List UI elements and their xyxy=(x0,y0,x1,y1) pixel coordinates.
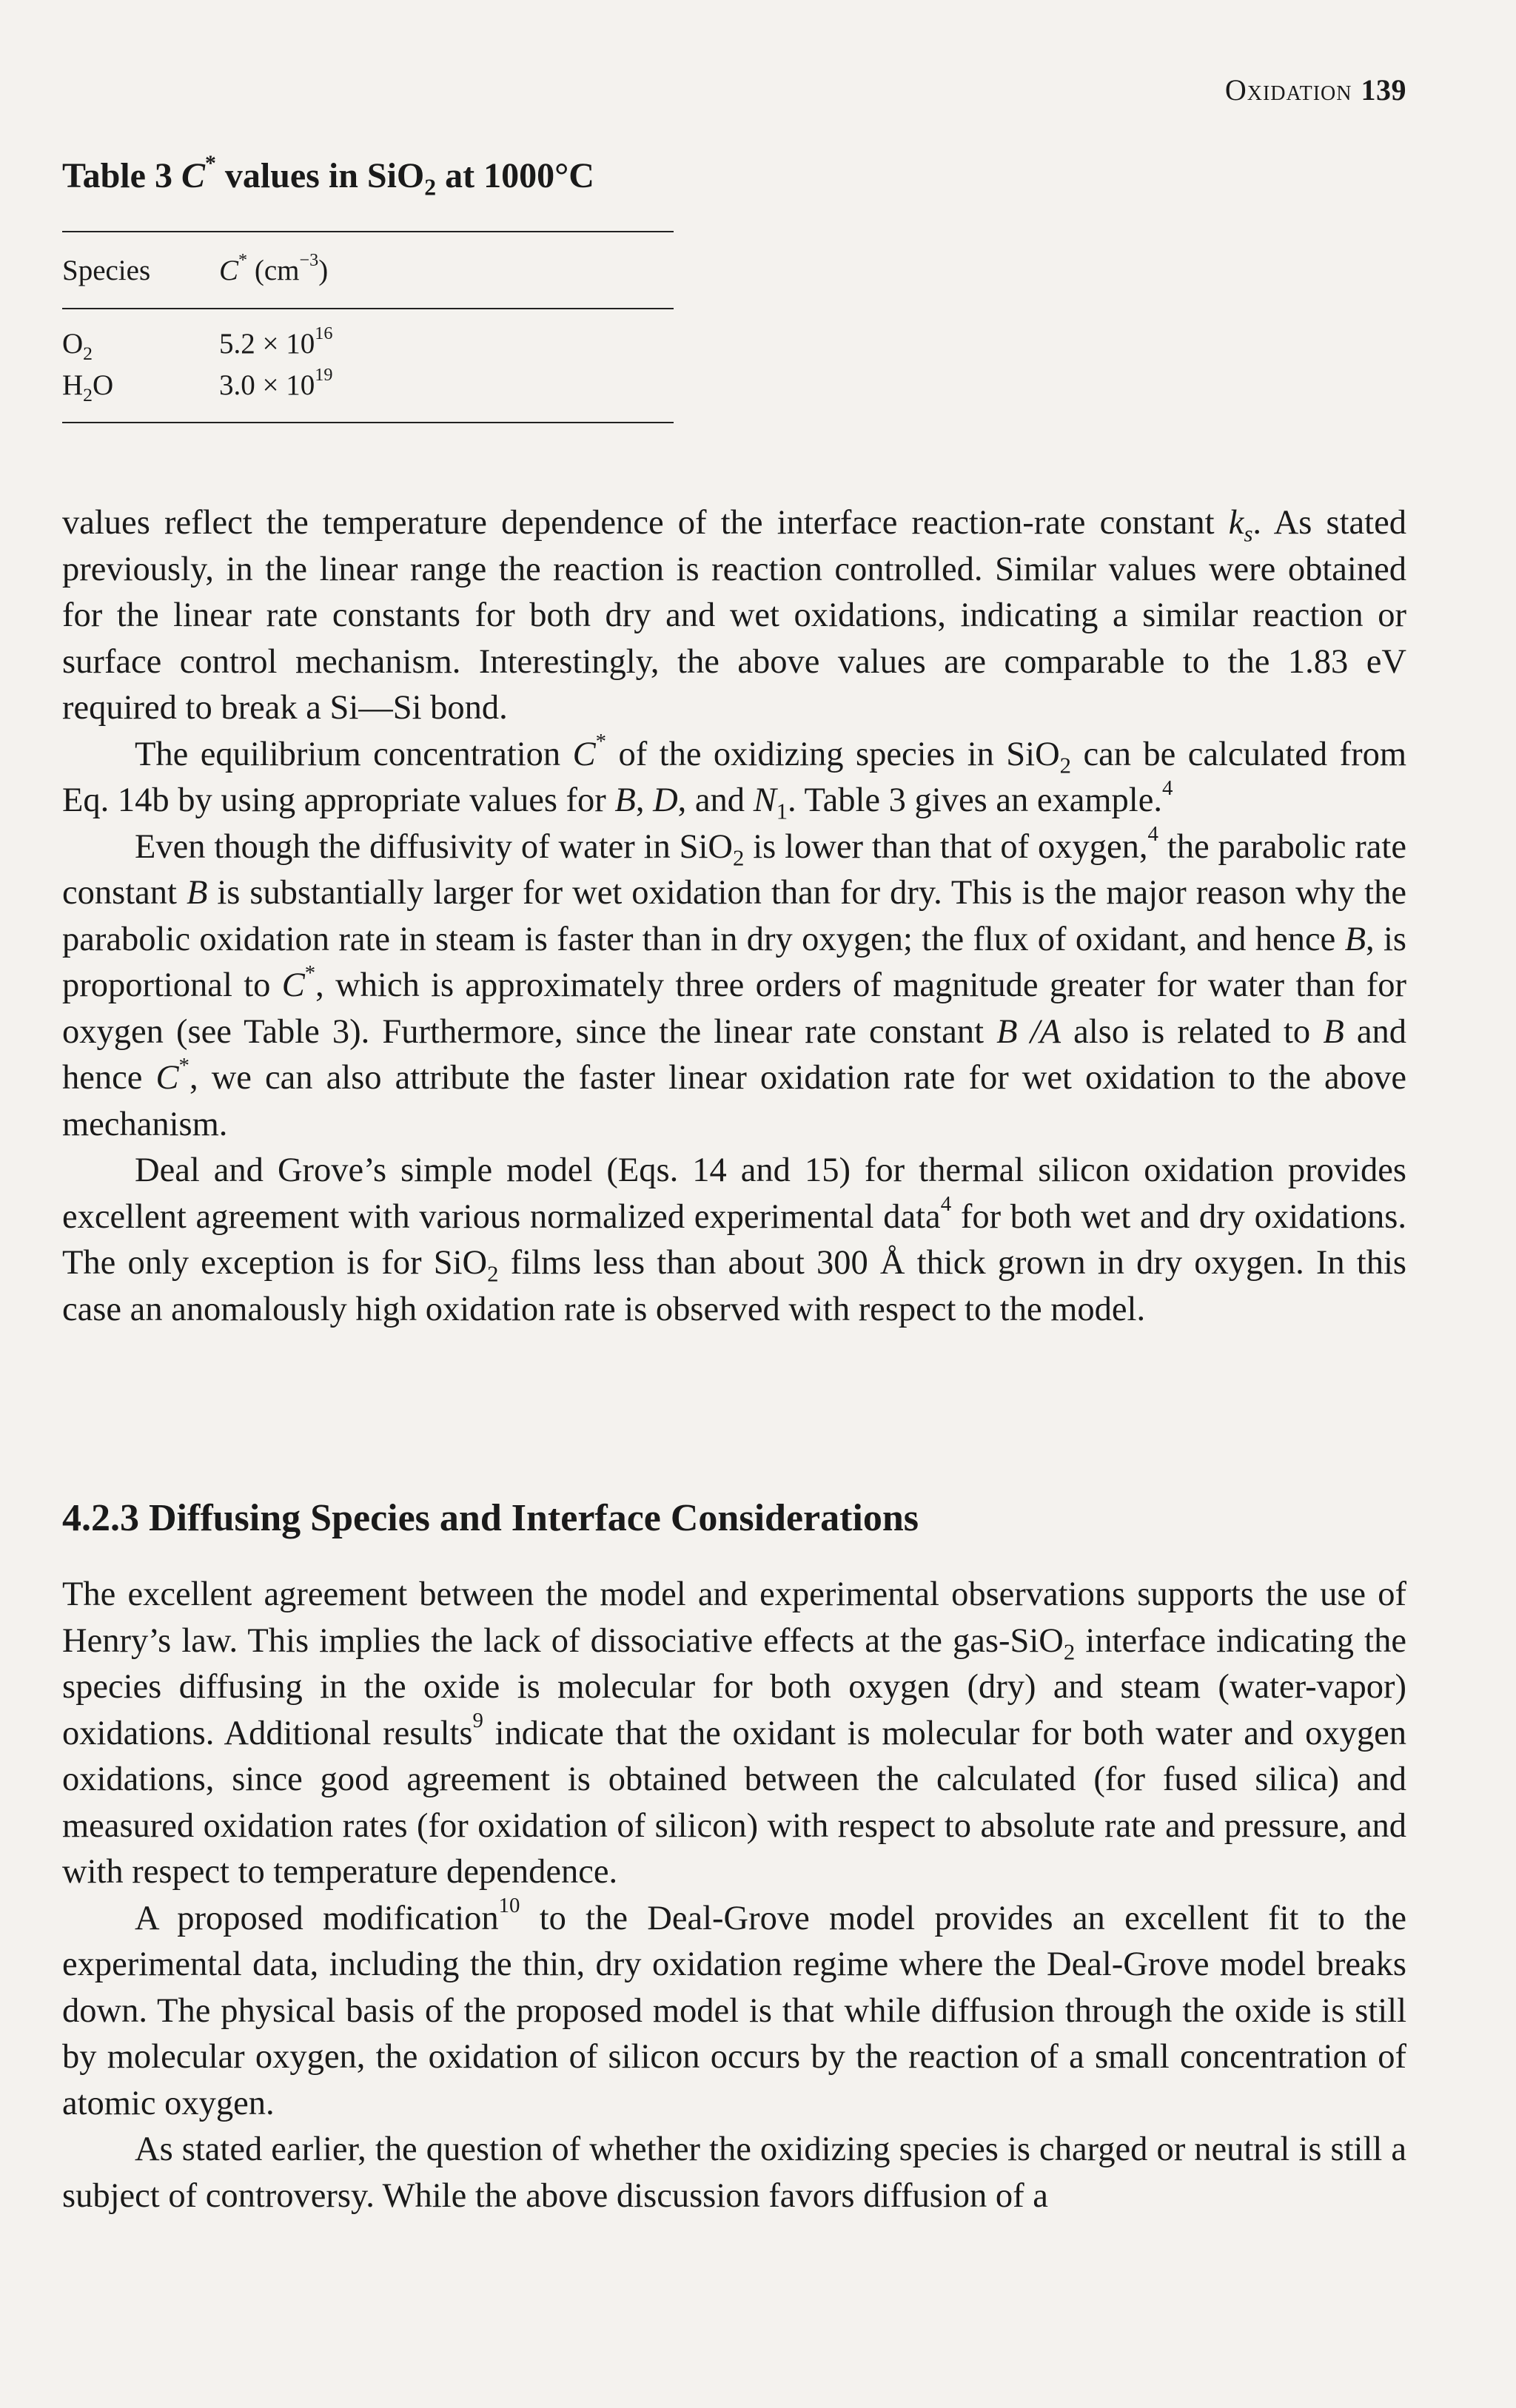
text-run: As stated earlier, the question of whether the oxidizing species is charged or neutral is still a subject of controversy. While the above discussion favors diffusion of a xyxy=(62,2130,1406,2215)
text-run: to the Deal-Grove model provides an excellent fit to the experimental data, including the thin, dry oxidation regime where the Deal-Grove model breaks down. The physical basis of the proposed model is that while diffusion through the oxide is still by molecular oxygen, the oxidation of silicon occurs by the reaction of a small concentration of atomic oxygen. xyxy=(62,1899,1406,2122)
table-caption xyxy=(62,151,594,201)
table-header-row xyxy=(62,232,674,308)
species-base: O xyxy=(62,327,84,360)
section-title: Diffusing Species and Interface Considerations xyxy=(149,1497,919,1539)
table-caption-star: * xyxy=(204,151,216,176)
symbol-n: N xyxy=(753,781,777,819)
species-tail: O xyxy=(93,369,114,401)
text-run: also is related to xyxy=(1061,1012,1324,1051)
table-row xyxy=(62,364,674,406)
value-mantissa: 3.0 × 10 xyxy=(219,369,315,401)
paragraph xyxy=(62,1572,1406,1896)
subscript: 2 xyxy=(1059,752,1072,778)
symbol-b: B xyxy=(186,874,208,912)
text-run: A proposed modification xyxy=(135,1899,499,1937)
text-run: films less than about 300 Å thick grown in dry oxygen. In this case an anomalously high oxidation rate is observed with respect to the model. xyxy=(62,1244,1406,1328)
row-species xyxy=(62,369,219,406)
symbol-b: B xyxy=(614,781,636,819)
symbol-b: B xyxy=(1323,1012,1344,1051)
table-caption-text-1: values in SiO xyxy=(215,156,425,195)
text-run: is substantially larger for wet oxidation than for dry. This is the major reason why the parabolic oxidation rate in steam is faster than in dry oxygen; the flux of oxidant, and hence xyxy=(62,874,1406,958)
body-text-upper xyxy=(62,500,1406,1333)
text-run: The equilibrium concentration xyxy=(135,735,573,773)
reference-mark: 4 xyxy=(1147,822,1158,847)
text-run: for both wet and dry oxidations. The only exception is for SiO xyxy=(62,1197,1406,1282)
table-body xyxy=(62,309,674,422)
table-caption-symbol: C xyxy=(181,156,205,195)
paragraph xyxy=(62,732,1406,824)
text-run: can be calculated from Eq. 14b by using appropriate values for xyxy=(62,735,1407,819)
text-run: interface indicating the species diffusing in the oxide is molecular for both oxygen (dry) and steam (water-vapor) oxidations. Additional results xyxy=(62,1621,1406,1752)
row-value xyxy=(219,323,674,360)
subscript: 2 xyxy=(733,844,745,870)
text-run: , we can also attribute the faster linear oxidation rate for wet oxidation to the above mechanism. xyxy=(62,1059,1406,1143)
header-value xyxy=(219,249,674,287)
text-run: Deal and Grove’s simple model (Eqs. 14 and 15) for thermal silicon oxidation provides excellent agreement with various normalized experimental data xyxy=(62,1151,1406,1236)
table-row xyxy=(62,323,674,364)
text-run: Even though the diffusivity of water in SiO xyxy=(135,827,734,866)
paragraph xyxy=(62,1896,1406,2128)
paragraph xyxy=(62,1148,1406,1333)
symbol-k: k xyxy=(1228,504,1244,542)
data-table xyxy=(62,231,674,423)
header-value-star: * xyxy=(238,249,248,270)
subscript: 2 xyxy=(1063,1638,1076,1664)
text-run: , is proportional to xyxy=(62,920,1407,1004)
paragraph xyxy=(62,824,1406,1148)
header-unit-close: ) xyxy=(318,254,329,286)
row-value xyxy=(219,364,674,402)
reference-mark: 4 xyxy=(1161,776,1173,800)
reference-mark: 9 xyxy=(472,1709,483,1733)
value-exponent: 16 xyxy=(315,323,333,343)
page-number: 139 xyxy=(1361,73,1406,107)
table-caption-sub: 2 xyxy=(424,174,437,201)
text-run: the parabolic rate constant xyxy=(62,827,1406,912)
text-run: , and xyxy=(677,781,754,819)
text-run: , xyxy=(635,781,654,819)
header-value-symbol: C xyxy=(219,254,239,286)
symbol-d: D xyxy=(653,781,678,819)
symbol-b: B xyxy=(1344,920,1366,958)
subscript: 2 xyxy=(487,1261,499,1287)
table-caption-text-2: at 1000°C xyxy=(436,156,594,195)
species-sub: 2 xyxy=(83,383,93,406)
text-run: values reflect the temperature dependence of the interface reaction-rate constant xyxy=(62,504,1229,542)
reference-mark: 4 xyxy=(940,1192,952,1217)
symbol-c: C xyxy=(572,735,596,773)
text-run: and hence xyxy=(62,1012,1406,1097)
section-heading xyxy=(62,1496,919,1540)
superscript-star: * xyxy=(595,730,607,754)
paragraph xyxy=(62,2127,1406,2219)
species-sub: 2 xyxy=(83,342,93,364)
text-run: . Table 3 gives an example. xyxy=(788,781,1162,819)
body-text-lower xyxy=(62,1572,1406,2219)
row-species xyxy=(62,327,219,364)
text-run: indicate that the oxidant is molecular for both water and oxygen oxidations, since good agreement is obtained between the calculated (for fused silica) and measured oxidation rates (for oxidation of silicon) with respect to absolute rate and pressure, and with respect to temperature dependence. xyxy=(62,1714,1406,1891)
table-bottom-rule xyxy=(62,422,674,423)
header-unit-open: (cm xyxy=(247,254,300,286)
species-base: H xyxy=(62,369,84,401)
text-run: is lower than that of oxygen, xyxy=(744,827,1148,866)
symbol-c: C xyxy=(281,966,305,1004)
value-exponent: 19 xyxy=(315,364,333,385)
text-run: The excellent agreement between the model and experimental observations supports the use of Henry’s law. This implies the lack of dissociative effects at the gas-SiO xyxy=(62,1575,1406,1660)
reference-mark: 10 xyxy=(498,1894,520,1918)
subscript: 1 xyxy=(776,798,788,824)
text-run: of the oxidizing species in SiO xyxy=(606,735,1060,773)
header-species: Species xyxy=(62,254,151,286)
subscript-s: s xyxy=(1244,521,1253,547)
section-number: 4.2.3 xyxy=(62,1497,139,1539)
table-caption-label: Table 3 xyxy=(62,156,172,195)
text-run: . As stated previously, in the linear range the reaction is reaction controlled. Similar values were obtained for the linear rate constants for both dry and wet oxidations, indicating a similar reaction or surface control mechanism. Interestingly, the above values are comparable to the 1.83 eV required to break a Si—Si bond. xyxy=(62,504,1406,727)
running-head xyxy=(1225,73,1406,107)
document-page xyxy=(62,0,1406,2408)
running-head-title: Oxidation xyxy=(1224,73,1352,107)
symbol-c: C xyxy=(155,1059,179,1097)
superscript-star: * xyxy=(304,961,316,985)
header-unit-exp: −3 xyxy=(299,249,319,270)
paragraph xyxy=(62,500,1406,732)
superscript-star: * xyxy=(178,1053,190,1077)
text-run: , which is approximately three orders of magnitude greater for water than for oxygen (see Table 3). Furthermore, since the linear rate constant xyxy=(62,966,1406,1051)
symbol-b-over-a: B /A xyxy=(996,1012,1061,1051)
value-mantissa: 5.2 × 10 xyxy=(219,327,315,360)
